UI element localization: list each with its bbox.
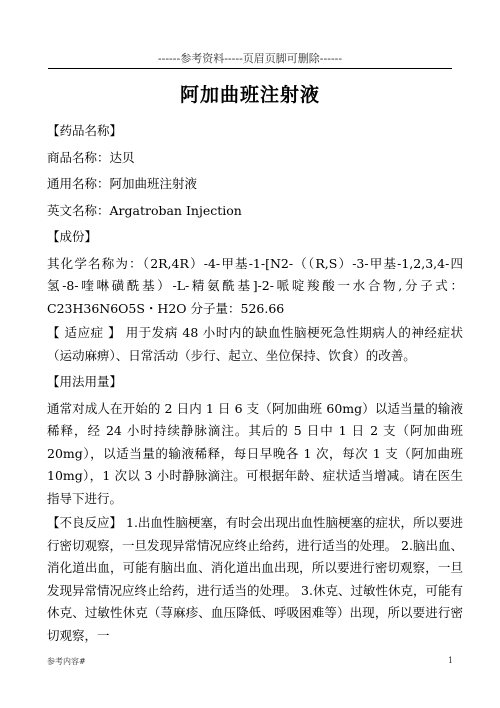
document-body	[47, 120, 463, 651]
page-header: ------参考资料-----页眉页脚可删除------	[157, 52, 343, 65]
trade-name: 商品名称：达贝	[47, 149, 135, 165]
dosage-heading: 【用法用量】	[47, 374, 123, 389]
drug-name-heading: 【药品名称】	[47, 123, 123, 138]
header-divider	[48, 68, 452, 69]
dosage-text: 通常对成人在开始的 2 日内 1 日 6 支（阿加曲班 60mg）以适当量的输液稀释，经 24 小时持续静脉滴注。其后的 5 日中 1 日 2 支（阿加曲班 20mg），以适当量的输液稀释，每日早晚各 1 次，每次 1 支（阿加曲班 10mg），1 次以 3 小时静脉滴注。可根据年龄、症状适当增减。请在医生指导下进行。	[47, 400, 463, 506]
english-name: 英文名称：Argatroban Injection	[47, 202, 242, 218]
page-number: 1	[448, 656, 454, 665]
document-title: 阿加曲班注射液	[179, 84, 320, 106]
composition-text: 其化学名称为：（2R,4R）-4-甲基-1-[N2-（（R,S）-3-甲基-1,2,3,4-四氢-8-喹啉磺酰基）-L-精氨酰基]-2-哌啶羧酸一水合物,分子式：C23H36N6O5S・H2O 分子量：526.66	[47, 255, 463, 316]
composition-heading: 【成份】	[47, 229, 98, 244]
adverse-reactions-paragraph: 【不良反应】 1.出血性脑梗塞，有时会出现出血性脑梗塞的症状，所以要进行密切观察，一旦发现异常情况应终止给药，进行适当的处理。 2.脑出血、消化道出血，可能有脑出血、消化道出血出现，所以要进行密切观察，一旦发现异常情况应终止给药，进行适当的处理。 3.休克、过敏性休克，可能有休克、过敏性休克（荨麻疹、血压降低、呼吸困难等）出现，所以要进行密切观察，一	[47, 515, 463, 643]
generic-name: 通用名称：阿加曲班注射液	[47, 176, 198, 191]
indications-paragraph: 【 适应症 】 用于发病 48 小时内的缺血性脑梗死急性期病人的神经症状（运动麻痹）、日常活动（步行、起立、坐位保持、饮食）的改善。	[47, 325, 463, 363]
footer-note: 参考内容#	[47, 657, 86, 666]
